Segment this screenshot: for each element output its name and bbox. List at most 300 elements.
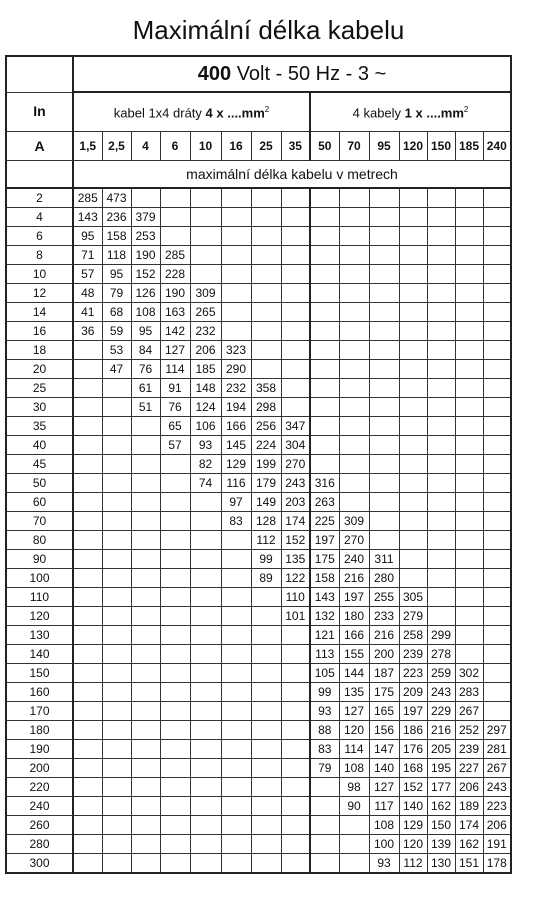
length-cell [281, 284, 310, 303]
length-cell: 41 [73, 303, 102, 322]
subtitle-corner [6, 161, 73, 189]
length-cell [427, 398, 455, 417]
length-cell [369, 303, 399, 322]
current-cell: 6 [6, 227, 73, 246]
length-cell: 229 [427, 702, 455, 721]
length-cell [399, 569, 427, 588]
length-cell [399, 531, 427, 550]
length-cell [369, 360, 399, 379]
length-cell [427, 360, 455, 379]
length-cell [281, 188, 310, 208]
length-cell [483, 626, 511, 645]
length-cell [455, 436, 483, 455]
length-cell: 132 [310, 607, 339, 626]
length-cell [427, 208, 455, 227]
current-cell: 4 [6, 208, 73, 227]
length-cell: 143 [73, 208, 102, 227]
length-cell [427, 550, 455, 569]
length-cell [339, 303, 369, 322]
length-cell [483, 455, 511, 474]
table-row [6, 550, 511, 569]
length-cell: 225 [310, 512, 339, 531]
length-cell [369, 341, 399, 360]
length-cell [281, 227, 310, 246]
table-row [6, 778, 511, 797]
length-cell: 99 [310, 683, 339, 702]
length-cell [131, 455, 160, 474]
length-cell: 112 [399, 854, 427, 874]
length-cell: 189 [455, 797, 483, 816]
length-cell [102, 588, 131, 607]
length-cell [251, 303, 281, 322]
length-cell: 176 [399, 740, 427, 759]
length-cell [399, 227, 427, 246]
length-cell [369, 284, 399, 303]
length-cell: 299 [427, 626, 455, 645]
current-cell: 140 [6, 645, 73, 664]
length-cell [190, 246, 221, 265]
length-cell [399, 284, 427, 303]
length-cell [251, 721, 281, 740]
length-cell: 150 [427, 816, 455, 835]
length-cell: 297 [483, 721, 511, 740]
current-cell: 40 [6, 436, 73, 455]
a-label [6, 132, 73, 161]
length-cell [399, 303, 427, 322]
current-cell: 45 [6, 455, 73, 474]
length-cell [102, 854, 131, 874]
length-cell [190, 531, 221, 550]
length-cell [399, 550, 427, 569]
length-cell: 152 [399, 778, 427, 797]
length-cell [483, 322, 511, 341]
length-cell [339, 360, 369, 379]
length-cell [221, 797, 251, 816]
length-cell [160, 227, 190, 246]
length-cell: 105 [310, 664, 339, 683]
length-cell [73, 702, 102, 721]
length-cell [369, 455, 399, 474]
length-cell: 83 [310, 740, 339, 759]
length-cell [251, 759, 281, 778]
current-cell: 30 [6, 398, 73, 417]
group-four-cables [310, 92, 511, 132]
length-cell: 252 [455, 721, 483, 740]
length-cell [102, 455, 131, 474]
current-cell: 25 [6, 379, 73, 398]
current-cell: 170 [6, 702, 73, 721]
current-cell: 16 [6, 322, 73, 341]
length-cell [190, 550, 221, 569]
length-cell [483, 683, 511, 702]
size-2-5: 2,5 [102, 132, 131, 161]
current-cell: 18 [6, 341, 73, 360]
length-cell [131, 588, 160, 607]
length-cell [131, 512, 160, 531]
length-cell [310, 417, 339, 436]
length-cell: 473 [102, 188, 131, 208]
length-cell [102, 398, 131, 417]
length-cell: 290 [221, 360, 251, 379]
length-cell [427, 246, 455, 265]
length-cell: 199 [251, 455, 281, 474]
length-cell [221, 531, 251, 550]
length-cell [281, 854, 310, 874]
length-cell: 140 [369, 759, 399, 778]
group1-suffix: 4 x ....mm [205, 105, 265, 121]
length-cell [455, 246, 483, 265]
length-cell: 323 [221, 341, 251, 360]
current-cell: 35 [6, 417, 73, 436]
length-cell [131, 778, 160, 797]
length-cell [483, 188, 511, 208]
length-cell [160, 588, 190, 607]
length-cell [483, 284, 511, 303]
length-cell [131, 797, 160, 816]
length-cell [190, 721, 221, 740]
table-row [6, 512, 511, 531]
size-70: 70 [339, 132, 369, 161]
length-cell [399, 265, 427, 284]
current-cell: 160 [6, 683, 73, 702]
length-cell [427, 474, 455, 493]
length-cell [221, 702, 251, 721]
length-cell: 108 [369, 816, 399, 835]
length-cell: 279 [399, 607, 427, 626]
length-cell [310, 835, 339, 854]
length-cell: 267 [483, 759, 511, 778]
length-cell [455, 360, 483, 379]
length-cell [281, 797, 310, 816]
length-cell: 93 [310, 702, 339, 721]
length-cell [483, 208, 511, 227]
length-cell [399, 341, 427, 360]
length-cell: 187 [369, 664, 399, 683]
length-cell [102, 512, 131, 531]
length-cell [369, 265, 399, 284]
length-cell [310, 303, 339, 322]
length-cell [310, 436, 339, 455]
length-cell [131, 531, 160, 550]
table-row [6, 227, 511, 246]
group2-sup: 2 [463, 105, 469, 115]
length-cell [73, 531, 102, 550]
length-cell: 74 [190, 474, 221, 493]
length-cell [339, 341, 369, 360]
length-cell [310, 188, 339, 208]
length-cell [427, 341, 455, 360]
length-cell: 148 [190, 379, 221, 398]
length-cell [190, 645, 221, 664]
length-cell [102, 379, 131, 398]
length-cell [483, 379, 511, 398]
group2-prefix: 4 kabely [352, 105, 405, 121]
length-cell [131, 493, 160, 512]
length-cell [251, 626, 281, 645]
length-cell [73, 512, 102, 531]
length-cell [131, 645, 160, 664]
length-cell: 93 [369, 854, 399, 874]
length-cell [251, 607, 281, 626]
length-cell [251, 188, 281, 208]
length-cell: 129 [399, 816, 427, 835]
length-cell [190, 512, 221, 531]
length-cell [455, 607, 483, 626]
length-cell [483, 645, 511, 664]
length-cell [131, 702, 160, 721]
length-cell: 140 [399, 797, 427, 816]
length-cell: 190 [160, 284, 190, 303]
header-row-sizes [6, 132, 511, 161]
length-cell [221, 284, 251, 303]
length-cell [427, 512, 455, 531]
length-cell [339, 188, 369, 208]
table-row [6, 436, 511, 455]
length-cell: 347 [281, 417, 310, 436]
table-row [6, 797, 511, 816]
length-cell: 285 [73, 188, 102, 208]
length-cell [339, 816, 369, 835]
length-cell [221, 322, 251, 341]
length-cell [455, 588, 483, 607]
length-cell: 122 [281, 569, 310, 588]
length-cell: 285 [160, 246, 190, 265]
length-cell [190, 702, 221, 721]
header-corner [6, 56, 73, 92]
size-120: 120 [399, 132, 427, 161]
length-cell: 82 [190, 455, 221, 474]
length-cell: 309 [190, 284, 221, 303]
length-cell [190, 493, 221, 512]
length-cell [160, 854, 190, 874]
length-cell: 113 [310, 645, 339, 664]
length-cell [160, 645, 190, 664]
length-cell: 127 [160, 341, 190, 360]
group1-sup: 2 [264, 105, 270, 115]
length-cell [339, 474, 369, 493]
length-cell: 142 [160, 322, 190, 341]
length-cell: 97 [221, 493, 251, 512]
length-cell: 270 [339, 531, 369, 550]
length-cell [190, 740, 221, 759]
length-cell: 216 [427, 721, 455, 740]
length-cell [73, 607, 102, 626]
length-cell: 135 [339, 683, 369, 702]
length-cell [339, 284, 369, 303]
table-row [6, 683, 511, 702]
length-cell: 174 [281, 512, 310, 531]
length-cell [399, 436, 427, 455]
length-cell [455, 341, 483, 360]
length-cell [281, 721, 310, 740]
length-cell [369, 474, 399, 493]
length-cell: 147 [369, 740, 399, 759]
length-cell [399, 417, 427, 436]
length-cell [102, 626, 131, 645]
length-cell [310, 322, 339, 341]
length-cell [102, 493, 131, 512]
length-cell [483, 303, 511, 322]
current-cell: 8 [6, 246, 73, 265]
length-cell [73, 740, 102, 759]
length-cell [339, 455, 369, 474]
length-cell [399, 455, 427, 474]
length-cell [131, 854, 160, 874]
length-cell: 108 [131, 303, 160, 322]
length-cell [483, 569, 511, 588]
length-cell [427, 227, 455, 246]
current-cell: 50 [6, 474, 73, 493]
length-cell [483, 702, 511, 721]
length-cell [339, 227, 369, 246]
length-cell: 174 [455, 816, 483, 835]
length-cell [102, 778, 131, 797]
length-cell: 194 [221, 398, 251, 417]
length-cell [131, 417, 160, 436]
length-cell [339, 854, 369, 874]
length-cell: 311 [369, 550, 399, 569]
table-row [6, 417, 511, 436]
length-cell: 166 [221, 417, 251, 436]
length-cell [455, 322, 483, 341]
table-row [6, 816, 511, 835]
length-cell [102, 759, 131, 778]
length-cell [310, 854, 339, 874]
length-cell [251, 835, 281, 854]
length-cell: 120 [399, 835, 427, 854]
header-row-groups [6, 92, 511, 132]
length-cell [160, 721, 190, 740]
length-cell: 203 [281, 493, 310, 512]
cable-length-table [5, 55, 512, 874]
length-cell [131, 816, 160, 835]
table-row [6, 284, 511, 303]
current-cell: 180 [6, 721, 73, 740]
length-cell: 47 [102, 360, 131, 379]
length-cell [483, 265, 511, 284]
size-1-5: 1,5 [73, 132, 102, 161]
length-cell [310, 360, 339, 379]
length-cell [251, 664, 281, 683]
length-cell: 185 [190, 360, 221, 379]
length-cell: 243 [483, 778, 511, 797]
length-cell: 232 [221, 379, 251, 398]
length-cell [160, 778, 190, 797]
length-cell: 88 [310, 721, 339, 740]
length-cell [455, 474, 483, 493]
length-cell: 83 [221, 512, 251, 531]
length-cell: 224 [251, 436, 281, 455]
length-cell [251, 246, 281, 265]
length-cell [221, 816, 251, 835]
length-cell [221, 835, 251, 854]
length-cell [73, 436, 102, 455]
length-cell [160, 455, 190, 474]
voltage-heading [73, 56, 511, 92]
length-cell [73, 797, 102, 816]
length-cell [483, 512, 511, 531]
size-16: 16 [221, 132, 251, 161]
current-cell: 10 [6, 265, 73, 284]
length-cell: 100 [369, 835, 399, 854]
length-cell [131, 626, 160, 645]
length-cell [190, 778, 221, 797]
length-cell [369, 398, 399, 417]
length-cell [483, 474, 511, 493]
length-cell: 243 [281, 474, 310, 493]
length-cell [281, 816, 310, 835]
length-cell: 106 [190, 417, 221, 436]
length-cell: 114 [160, 360, 190, 379]
length-cell [427, 569, 455, 588]
length-cell: 126 [131, 284, 160, 303]
length-cell: 91 [160, 379, 190, 398]
length-cell [131, 436, 160, 455]
size-185: 185 [455, 132, 483, 161]
size-25: 25 [251, 132, 281, 161]
in-label [6, 92, 73, 132]
length-cell [221, 227, 251, 246]
current-cell: 200 [6, 759, 73, 778]
length-cell: 95 [102, 265, 131, 284]
length-cell [251, 360, 281, 379]
length-cell: 79 [102, 284, 131, 303]
current-cell: 2 [6, 188, 73, 208]
length-cell [221, 303, 251, 322]
length-cell [73, 398, 102, 417]
length-cell [455, 512, 483, 531]
length-cell: 175 [310, 550, 339, 569]
length-cell [310, 455, 339, 474]
voltage-label: Volt - 50 Hz - 3 ~ [231, 63, 387, 85]
cable-length-table-wrapper [5, 55, 512, 874]
length-cell: 227 [455, 759, 483, 778]
length-cell [73, 341, 102, 360]
length-cell [339, 322, 369, 341]
length-cell: 128 [251, 512, 281, 531]
length-cell [102, 436, 131, 455]
length-cell [160, 474, 190, 493]
length-cell: 99 [251, 550, 281, 569]
length-cell: 197 [339, 588, 369, 607]
length-cell: 71 [73, 246, 102, 265]
length-cell [399, 322, 427, 341]
length-cell [102, 683, 131, 702]
current-cell: 260 [6, 816, 73, 835]
length-cell [160, 759, 190, 778]
table-row [6, 740, 511, 759]
length-cell: 259 [427, 664, 455, 683]
length-cell [160, 607, 190, 626]
length-cell [73, 626, 102, 645]
length-cell [160, 569, 190, 588]
length-cell: 309 [339, 512, 369, 531]
length-cell [399, 474, 427, 493]
length-cell [339, 265, 369, 284]
length-cell [160, 664, 190, 683]
length-cell: 89 [251, 569, 281, 588]
length-cell: 162 [427, 797, 455, 816]
length-cell: 36 [73, 322, 102, 341]
length-cell [399, 360, 427, 379]
length-cell: 93 [190, 436, 221, 455]
table-row [6, 626, 511, 645]
length-cell [483, 664, 511, 683]
length-cell [190, 854, 221, 874]
length-cell: 121 [310, 626, 339, 645]
length-cell [190, 683, 221, 702]
length-cell [455, 265, 483, 284]
